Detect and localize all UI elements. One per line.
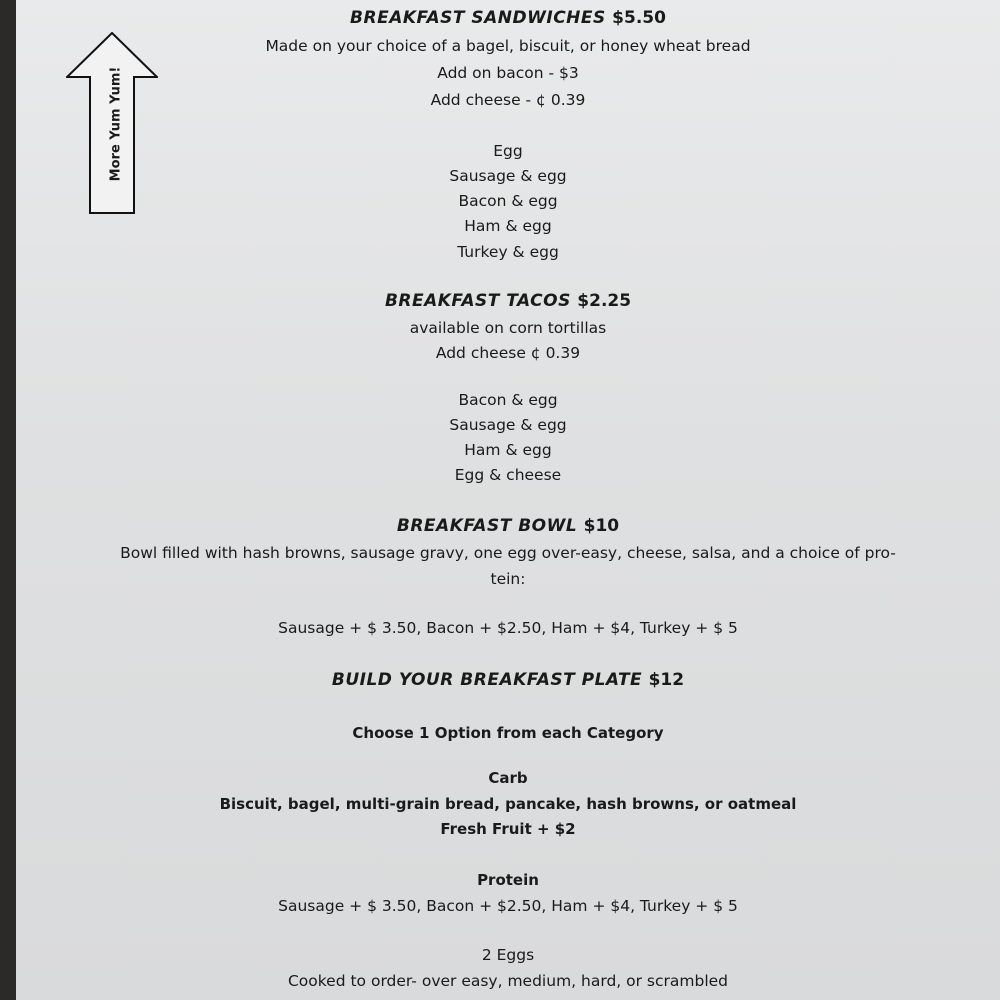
carb-extra: Fresh Fruit + $2 (440, 820, 576, 838)
sandwiches-addon-cheese: Add cheese - ¢ 0.39 (430, 91, 586, 109)
taco-item: Ham & egg (464, 441, 552, 459)
sandwich-item: Egg (493, 142, 523, 160)
bowl-description-line1: Bowl filled with hash browns, sausage gravy, one egg over-easy, cheese, salsa, and a choice of pro- (120, 544, 896, 562)
bowl-heading (16, 516, 1000, 536)
plate-heading (16, 670, 1000, 690)
carb-options: Biscuit, bagel, multi-grain bread, pancake, hash browns, or oatmeal (219, 795, 797, 813)
sandwich-item: Sausage & egg (449, 167, 567, 185)
eggs-options: Cooked to order- over easy, medium, hard, or scrambled (287, 972, 729, 990)
sandwiches-description: Made on your choice of a bagel, biscuit, or honey wheat bread (265, 37, 751, 55)
plate-price: $12 (648, 670, 685, 690)
tacos-addon-cheese: Add cheese ¢ 0.39 (435, 344, 581, 362)
bowl-title: BREAKFAST BOWL (396, 516, 578, 536)
taco-item: Sausage & egg (449, 416, 567, 434)
protein-heading: Protein (477, 871, 539, 889)
taco-item: Bacon & egg (458, 391, 558, 409)
tacos-price: $2.25 (577, 291, 632, 311)
bowl-price: $10 (583, 516, 620, 536)
bowl-proteins: Sausage + $ 3.50, Bacon + $2.50, Ham + $4, Turkey + $ 5 (278, 619, 738, 637)
tacos-description: available on corn tortillas (409, 319, 607, 337)
taco-item: Egg & cheese (454, 466, 562, 484)
sandwiches-addon-bacon: Add on bacon - $3 (437, 64, 579, 82)
tacos-title: BREAKFAST TACOS (384, 291, 571, 311)
menu-page (16, 0, 1000, 1000)
sandwich-item: Bacon & egg (458, 192, 558, 210)
protein-options: Sausage + $ 3.50, Bacon + $2.50, Ham + $4, Turkey + $ 5 (278, 897, 738, 915)
bowl-description-line2: tein: (490, 570, 526, 588)
eggs-heading: 2 Eggs (481, 946, 535, 964)
sandwich-item: Ham & egg (464, 217, 552, 235)
tacos-heading (16, 291, 1000, 311)
sandwiches-price: $5.50 (612, 8, 666, 28)
sandwich-item: Turkey & egg (457, 243, 559, 261)
sandwiches-heading (16, 8, 1000, 28)
carb-heading: Carb (488, 769, 528, 787)
plate-title: BUILD YOUR BREAKFAST PLATE (331, 670, 643, 690)
plate-instruction: Choose 1 Option from each Category (352, 724, 664, 742)
sandwiches-title: BREAKFAST SANDWICHES (350, 8, 606, 28)
arrow-label: More Yum Yum! (108, 66, 124, 182)
